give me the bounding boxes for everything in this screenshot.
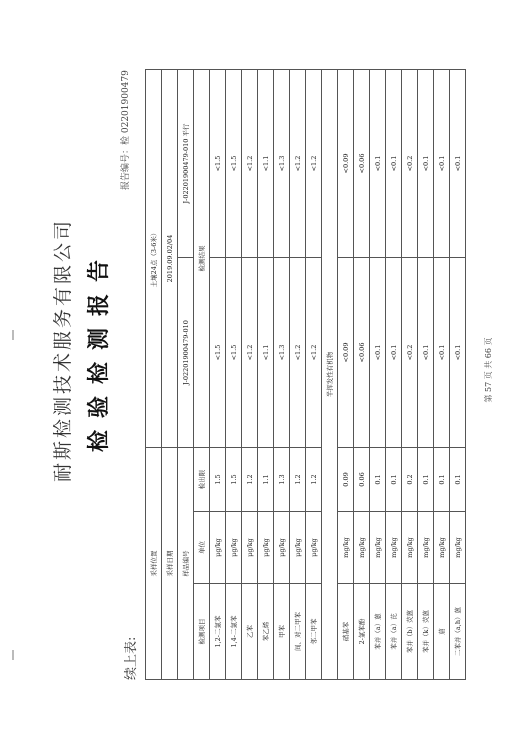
table-row xyxy=(434,70,450,680)
unit-cell: mg/kg xyxy=(370,512,386,584)
result-a-cell: <1.2 xyxy=(242,258,258,448)
result-a-cell: <0.1 xyxy=(370,258,386,448)
table-row xyxy=(210,70,226,680)
limit-cell: 1.3 xyxy=(274,448,290,512)
result-a-cell: <0.09 xyxy=(338,258,354,448)
item-cell: 硝基苯 xyxy=(338,584,354,680)
unit-cell: mg/kg xyxy=(402,512,418,584)
unit-cell: mg/kg xyxy=(450,512,466,584)
header-unit: 单位 xyxy=(194,512,210,584)
result-b-cell: <0.2 xyxy=(402,70,418,258)
unit-cell: mg/kg xyxy=(338,512,354,584)
limit-cell: 1.5 xyxy=(226,448,242,512)
table-row xyxy=(290,70,306,680)
company-name: 耐斯检测技术服务有限公司 xyxy=(52,218,74,483)
result-a-cell: <0.1 xyxy=(434,258,450,448)
limit-cell: 0.1 xyxy=(386,448,402,512)
unit-cell: mg/kg xyxy=(418,512,434,584)
header-limit: 检出限 xyxy=(194,448,210,512)
unit-cell: μg/kg xyxy=(274,512,290,584)
sample-b: J-02201900479-010 平行 xyxy=(178,70,194,258)
unit-cell: μg/kg xyxy=(242,512,258,584)
table-row xyxy=(306,70,322,680)
sample-a: J-02201900479-010 xyxy=(178,258,194,448)
header-item: 检测项目 xyxy=(194,584,210,680)
limit-cell: 1.5 xyxy=(210,448,226,512)
report-title: 检验检测报告 xyxy=(86,248,112,453)
result-b-cell: <0.1 xyxy=(386,70,402,258)
item-cell: 间、对二甲苯 xyxy=(290,584,306,680)
limit-cell: 0.1 xyxy=(370,448,386,512)
result-b-cell: <1.5 xyxy=(226,70,242,258)
section-row xyxy=(322,70,338,680)
limit-cell: 0.06 xyxy=(354,448,370,512)
result-a-cell: <1.5 xyxy=(210,258,226,448)
item-cell: 苯乙烯 xyxy=(258,584,274,680)
unit-cell: μg/kg xyxy=(210,512,226,584)
location-value: 土壤24点（3-6米） xyxy=(146,70,162,448)
result-a-cell: <0.1 xyxy=(450,258,466,448)
limit-cell: 1.2 xyxy=(290,448,306,512)
unit-cell: mg/kg xyxy=(354,512,370,584)
result-b-cell: <0.1 xyxy=(434,70,450,258)
limit-cell: 0.09 xyxy=(338,448,354,512)
table-row xyxy=(370,70,386,680)
meta-row-location xyxy=(146,70,162,680)
result-b-cell: <1.2 xyxy=(290,70,306,258)
result-b-cell: <0.06 xyxy=(354,70,370,258)
unit-cell: μg/kg xyxy=(290,512,306,584)
item-cell: 苯并（a）蒽 xyxy=(370,584,386,680)
date-value: 2019.09.02/04 xyxy=(162,70,178,448)
report-number: 报告编号：检 02201900479 xyxy=(121,70,131,190)
date-label: 采样日期 xyxy=(162,448,178,680)
result-b-cell: <1.2 xyxy=(306,70,322,258)
limit-cell: 0.1 xyxy=(450,448,466,512)
result-a-cell: <1.5 xyxy=(226,258,242,448)
limit-cell: 1.1 xyxy=(258,448,274,512)
result-a-cell: <0.1 xyxy=(418,258,434,448)
item-cell: 1,2-二氯苯 xyxy=(210,584,226,680)
meta-row-date xyxy=(162,70,178,680)
item-cell: 甲苯 xyxy=(274,584,290,680)
result-b-cell: <0.1 xyxy=(370,70,386,258)
result-a-cell: <1.1 xyxy=(258,258,274,448)
item-cell: 2-氯苯酚 xyxy=(354,584,370,680)
table-row xyxy=(258,70,274,680)
result-b-cell: <1.2 xyxy=(242,70,258,258)
limit-cell: 0.2 xyxy=(402,448,418,512)
section-label: 半挥发性有机物 xyxy=(322,70,338,680)
result-a-cell: <0.2 xyxy=(402,258,418,448)
item-cell: 乙苯 xyxy=(242,584,258,680)
limit-cell: 0.1 xyxy=(418,448,434,512)
header-row xyxy=(194,70,210,680)
result-a-cell: <0.1 xyxy=(386,258,402,448)
result-b-cell: <0.1 xyxy=(418,70,434,258)
table-row xyxy=(402,70,418,680)
results-table xyxy=(145,69,466,680)
result-a-cell: <1.2 xyxy=(306,258,322,448)
limit-cell: 0.1 xyxy=(434,448,450,512)
header-result: 检测结果 xyxy=(194,70,210,448)
meta-row-sample xyxy=(178,70,194,680)
result-b-cell: <0.1 xyxy=(450,70,466,258)
item-cell: 苯并（k）荧蒽 xyxy=(418,584,434,680)
unit-cell: mg/kg xyxy=(386,512,402,584)
limit-cell: 1.2 xyxy=(242,448,258,512)
item-cell: 1,4-二氯苯 xyxy=(226,584,242,680)
table-row xyxy=(274,70,290,680)
table-row xyxy=(386,70,402,680)
item-cell: 䓛 xyxy=(434,584,450,680)
result-a-cell: <0.06 xyxy=(354,258,370,448)
result-b-cell: <0.09 xyxy=(338,70,354,258)
table-row xyxy=(338,70,354,680)
sample-label: 样品编号 xyxy=(178,448,194,680)
unit-cell: μg/kg xyxy=(226,512,242,584)
item-cell: 苯并（b）荧蒽 xyxy=(402,584,418,680)
item-cell: 二苯并（a,h）蒽 xyxy=(450,584,466,680)
table-row xyxy=(226,70,242,680)
table-row xyxy=(418,70,434,680)
result-a-cell: <1.2 xyxy=(290,258,306,448)
item-cell: 邻二甲苯 xyxy=(306,584,322,680)
table-row xyxy=(450,70,466,680)
unit-cell: μg/kg xyxy=(306,512,322,584)
unit-cell: mg/kg xyxy=(434,512,450,584)
page-number: 第 57 页 共 66 页 xyxy=(484,337,493,403)
limit-cell: 1.2 xyxy=(306,448,322,512)
continued-label: 续上表: xyxy=(124,636,139,680)
location-label: 采样位置 xyxy=(146,448,162,680)
result-b-cell: <1.1 xyxy=(258,70,274,258)
item-cell: 苯并（a）芘 xyxy=(386,584,402,680)
unit-cell: μg/kg xyxy=(258,512,274,584)
result-a-cell: <1.3 xyxy=(274,258,290,448)
table-row xyxy=(242,70,258,680)
table-row xyxy=(354,70,370,680)
result-b-cell: <1.3 xyxy=(274,70,290,258)
result-b-cell: <1.5 xyxy=(210,70,226,258)
